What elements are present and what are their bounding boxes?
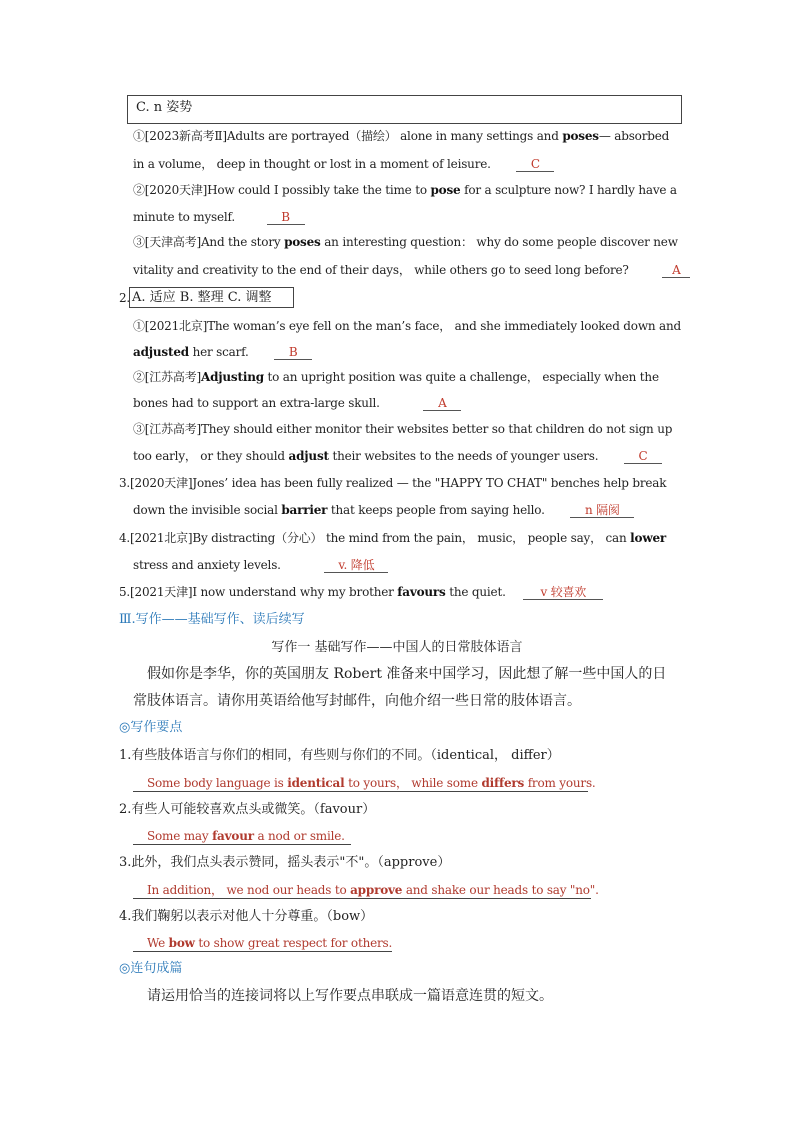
q1-item3-line2: vitality and creativity to the end of their days， while others go to seed long before? A (133, 262, 690, 278)
q2-item1-line1: ①[2021北京]The woman’s eye fell on the man’s face， and she immediately looked down and (133, 319, 681, 333)
q2-item2-line1: ②[江苏高考]Adjusting to an upright position was quite a challenge， especially when the (133, 370, 659, 384)
answer-blank: B (267, 210, 305, 225)
q2-item1-line2: adjusted her scarf. B (133, 344, 312, 360)
point-answer: In addition， we nod our heads to approve and shake our heads to say "no". (133, 882, 591, 899)
answer-blank: A (423, 396, 461, 411)
q4-line1: 4.[2021北京]By distracting（分心） the mind from the pain， music， people say， can lower (119, 531, 667, 545)
section-heading: Ⅲ.写作——基础写作、读后续写 (119, 612, 305, 627)
point-question: 1.有些肢体语言与你们的相同，有些则与你们的不同。（identical， differ） (119, 748, 560, 763)
point-question: 2.有些人可能较喜欢点头或微笑。（favour） (119, 802, 376, 817)
option-box-1-text: C. n 姿势 (136, 100, 193, 115)
point-question: 3.此外，我们点头表示赞同，摇头表示"不"。（approve） (119, 855, 451, 870)
q2-item3-line1: ③[江苏高考]They should either monitor their websites better so that children do not sign up (133, 422, 673, 436)
q1-item3-line1: ③[天津高考]And the story poses an interesting question： why do some people discover new (133, 235, 678, 249)
q1-item1-line2: in a volume， deep in thought or lost in a moment of leisure. C (133, 156, 554, 172)
q3-line2: down the invisible social barrier that keeps people from saying hello. n 隔阂 (133, 502, 634, 518)
q2-number: 2. (119, 291, 131, 305)
connect-heading: ◎连句成篇 (119, 961, 183, 976)
answer-blank: C (516, 157, 554, 172)
q4-line2: stress and anxiety levels. v. 降低 (133, 557, 388, 573)
q5-line: 5.[2021天津]I now understand why my brother favours the quiet. v 较喜欢 (119, 584, 603, 600)
point-answer: We bow to show great respect for others. (133, 935, 392, 952)
answer-blank: n 隔阂 (570, 503, 634, 518)
option-box-1 (127, 95, 682, 124)
answer-blank: A (662, 263, 690, 278)
q2-item2-line2: bones had to support an extra-large skull. A (133, 395, 461, 411)
q1-item2-line1: ②[2020天津]How could I possibly take the time to pose for a sculpture now? I hardly have a (133, 183, 677, 197)
answer-blank: v. 降低 (324, 558, 388, 573)
writing-prompt: 假如你是李华，你的英国朋友 Robert 准备来中国学习，因此想了解一些中国人的日常肢体语言。请你用英语给他写封邮件，向他介绍一些日常的肢体语言。 (133, 666, 667, 709)
point-question: 4.我们鞠躬以表示对他人十分尊重。（bow） (119, 909, 374, 924)
answer-blank: B (274, 345, 312, 360)
q3-line1: 3.[2020天津]Jones’ idea has been fully realized — the "HAPPY TO CHAT" benches help break (119, 476, 667, 490)
q1-item1-line1: ①[2023新高考Ⅱ]Adults are portrayed（描绘） alone in many settings and poses— absorbed (133, 129, 670, 143)
q1-item2-line2: minute to myself. B (133, 209, 305, 225)
point-answer: Some may favour a nod or smile. (133, 828, 351, 845)
connect-instruction: 请运用恰当的连接词将以上写作要点串联成一篇语意连贯的短文。 (147, 988, 553, 1004)
point-answer: Some body language is identical to yours， while some differs from yours. (133, 775, 588, 792)
points-heading: ◎写作要点 (119, 720, 183, 735)
writing-title: 写作一 基础写作——中国人的日常肢体语言 (271, 640, 523, 655)
q2-item3-line2: too early， or they should adjust their websites to the needs of younger users. C (133, 448, 662, 464)
answer-blank: C (624, 449, 662, 464)
option-box-2-text: A. 适应 B. 整理 C. 调整 (132, 290, 272, 305)
answer-blank: v 较喜欢 (523, 585, 603, 600)
